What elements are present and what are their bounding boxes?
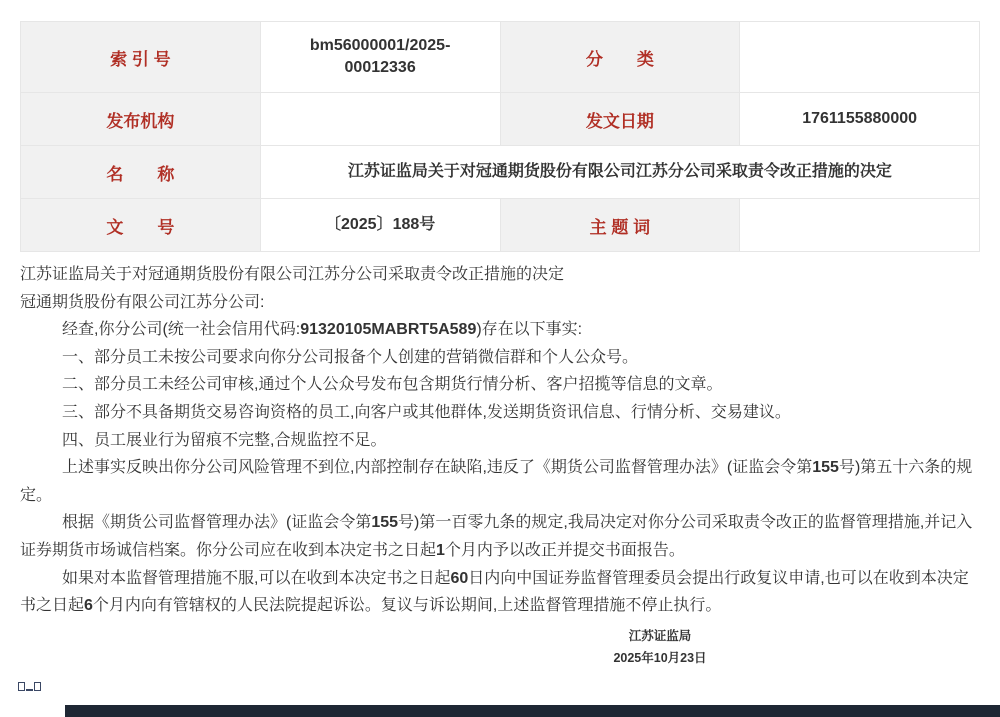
category-label: 分 类 (500, 22, 740, 93)
table-row (21, 22, 980, 93)
body-paragraph (20, 399, 982, 427)
signature-org: 江苏证监局 (628, 629, 692, 643)
body-text: 上述事实反映出你分公司风险管理不到位,内部控制存在缺陷,违反了《期货公司监督管理办法》(证监会令第 (62, 459, 813, 477)
body-text: 根据《期货公司监督管理办法》(证监会令第 (62, 514, 372, 532)
body-paragraph (20, 454, 982, 509)
index-number-value (260, 22, 500, 93)
body-paragraph (20, 344, 982, 372)
issuing-agency-label: 发布机构 (21, 93, 261, 146)
issue-date-label: 发文日期 (500, 93, 740, 146)
index-number-label: 索 引 号 (21, 22, 261, 93)
body-text-bold: 1 (436, 541, 445, 559)
category-value (740, 22, 980, 93)
subject-words-value (740, 199, 980, 252)
body-text: 如果对本监督管理措施不服,可以在收到本决定书之日起 (62, 569, 451, 587)
body-text: 个月内予以改正并提交书面报告。 (444, 541, 685, 559)
signature-date: 2025年10月23日 (613, 650, 707, 665)
body-text: 号)第一百零九条的规定,我局决定对你分公司采取责令改正的监督管理措施,并记入证券期货市场诚信档案。你分公司应在收到本决定书之日起 (20, 514, 973, 559)
index-number-text: bm56000001/2025-00012336 (309, 37, 451, 76)
body-text: 个月内向有管辖权的人民法院提起诉讼。复议与诉讼期间,上述监督管理措施不停止执行。 (92, 597, 722, 615)
tofu-underscore-icon (26, 689, 33, 691)
document-body (20, 261, 982, 620)
body-text-bold: 6 (84, 597, 93, 615)
title-value: 江苏证监局关于对冠通期货股份有限公司江苏分公司采取责令改正措施的决定 (260, 146, 979, 199)
issuing-agency-value (260, 93, 500, 146)
body-text: 四、员工展业行为留痕不完整,合规监控不足。 (62, 431, 387, 449)
body-text-bold: 155 (371, 514, 399, 532)
metadata-table (20, 21, 980, 252)
body-text: 江苏证监局关于对冠通期货股份有限公司江苏分公司采取责令改正措施的决定 (20, 266, 565, 283)
body-text: 三、部分不具备期货交易咨询资格的员工,向客户或其他群体,发送期货资讯信息、行情分析、交易建议。 (62, 403, 791, 421)
body-text: 号)第五十六条的规定。 (20, 459, 973, 504)
signature-block (560, 626, 760, 669)
body-text: 日内向中国证券监督管理委员会提出行政复议申请,也可以在收到本决定书之日起 (20, 569, 969, 615)
body-text: 一、部分员工未按公司要求向你分公司报备个人创建的营销微信群和个人公众号。 (62, 348, 639, 366)
tofu-box-icon (18, 682, 25, 691)
body-text: 冠通期货股份有限公司江苏分公司: (20, 293, 265, 311)
issue-date-value: 1761155880000 (740, 93, 980, 146)
doc-number-label: 文 号 (21, 199, 261, 252)
body-text-bold: 91320105MABRT5A589 (300, 321, 477, 339)
body-paragraph (20, 371, 982, 399)
body-text-bold: 60 (450, 569, 469, 587)
broken-glyph-control[interactable] (18, 681, 41, 691)
bottom-bar (65, 705, 1000, 717)
doc-number-value: 〔2025〕188号 (260, 199, 500, 252)
table-row (21, 199, 980, 252)
body-paragraph (20, 289, 982, 317)
body-text: )存在以下事实: (476, 321, 583, 339)
body-paragraph (20, 565, 982, 620)
title-label: 名 称 (21, 146, 261, 199)
body-text: 二、部分员工未经公司审核,通过个人公众号发布包含期货行情分析、客户招揽等信息的文章。 (62, 376, 723, 394)
table-row (21, 93, 980, 146)
tofu-box-icon (34, 682, 41, 691)
body-text-bold: 155 (812, 459, 839, 477)
body-paragraph (20, 316, 982, 344)
body-paragraph (20, 509, 982, 564)
body-paragraph (20, 427, 982, 455)
subject-words-label: 主 题 词 (500, 199, 740, 252)
body-text: 经查,你分公司(统一社会信用代码: (62, 321, 301, 339)
body-paragraph (20, 261, 982, 289)
table-row (21, 146, 980, 199)
